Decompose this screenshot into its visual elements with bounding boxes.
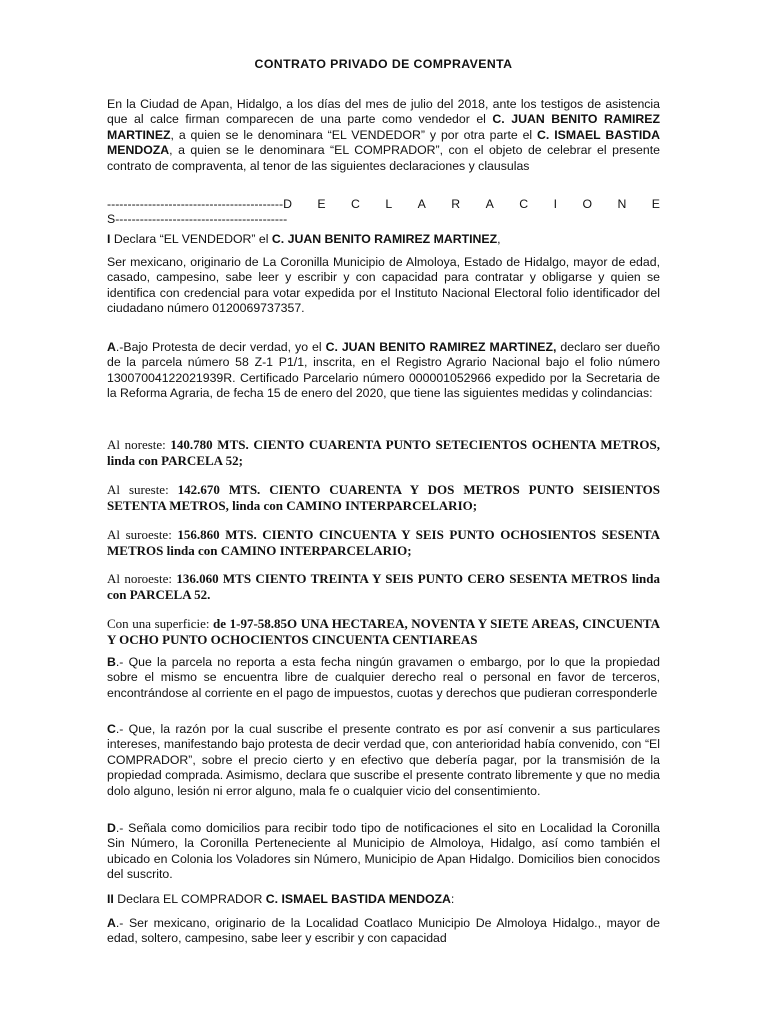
declaraciones-letter: O — [582, 197, 593, 211]
boundary-label: Con una superficie: — [107, 616, 214, 631]
boundary-value: de 1-97-58.85O UNA HECTAREA, NOVENTA Y SIETE AREAS, CINCUENTA Y OCHO PUNTO OCHOCIENTOS CINCUENTA CENTIAREAS — [107, 616, 661, 648]
declaraciones-letter: A — [485, 197, 494, 211]
boundary-label: Al sureste: — [107, 482, 178, 497]
boundary-value: 140.780 MTS. CIENTO CUARENTA PUNTO SETECIENTOS OCHENTA METROS, linda con PARCELA 52; — [107, 437, 660, 469]
declaraciones-letter: C — [519, 197, 529, 211]
intro-paragraph — [107, 97, 660, 174]
declaraciones-letter: A — [417, 197, 426, 211]
section-text: : — [450, 892, 455, 906]
intro-text-2: , a quien se le denominara “EL VENDEDOR” y por otra parte el — [170, 127, 538, 142]
boundary-value: 136.060 MTS CIENTO TREINTA Y SEIS PUNTO CERO SESENTA METROS linda con PARCELA 52. — [107, 571, 660, 603]
clause-letter: B — [107, 655, 116, 669]
page-title: CONTRATO PRIVADO DE COMPRAVENTA — [254, 57, 513, 71]
section-1-heading — [107, 232, 660, 247]
clause-text: .-Bajo Protesta de decir verdad, yo el — [115, 340, 326, 354]
declaration-d-paragraph — [107, 821, 660, 883]
section-number: I — [107, 232, 111, 246]
boundary-value: 156.860 MTS. CIENTO CINCUENTA Y SEIS PUNTO OCHOSIENTOS SESENTA METROS linda con CAMINO INTERPARCELARIO; — [107, 527, 660, 559]
boundary-label: Al suroeste: — [107, 527, 178, 542]
declaraciones-letter: C — [351, 197, 360, 211]
clause-text: declaro ser dueño de la parcela número 58 Z-1 P1/1, inscrita, en el Registro Agrario Nacional bajo el folio número 13007004122021939R. Certificado Parcelario número 000001052966 expedido por la Secretaria de la Reforma Agraria, de fecha 15 de enero del 2020, que tiene las siguientes medidas y colindancias: — [107, 340, 660, 401]
declaraciones-letter: I — [553, 197, 558, 211]
clause-text: .- Que la parcela no reporta a esta fecha ningún gravamen o embargo, por lo que la propiedad sobre el mismo se encuentra libre de cualquier derecho real o personal en favor de terceros, encontrándose al corriente en el pago de impuestos, cuotas y derechos que pudieran corresponderle — [107, 655, 660, 700]
section-text: Declara EL COMPRADOR — [113, 892, 266, 906]
boundary-label: Al noreste: — [107, 437, 171, 452]
clause-text: .- Ser mexicano, originario de la Localidad Coatlaco Municipio De Almoloya Hidalgo., mayor de edad, soltero, campesino, sabe leer y escribir y con capacidad — [107, 916, 660, 946]
seller-name: C. JUAN BENITO RAMIREZ MARTINEZ, — [325, 340, 557, 354]
buyer-name: C. ISMAEL BASTIDA MENDOZA — [265, 892, 451, 906]
intro-text-1: En la Ciudad de Apan, Hidalgo, a los días del mes de julio del 2018, ante los testigos de asistencia que al calce firman comparecen de una parte como vendedor el — [107, 97, 660, 127]
declaration-c-paragraph — [107, 722, 660, 799]
seller-name: C. JUAN BENITO RAMIREZ MARTINEZ — [107, 112, 660, 142]
boundary-label: Al noroeste: — [107, 571, 177, 586]
declaraciones-dashes: -------------------------------------------D — [107, 197, 292, 211]
declaraciones-letter: L — [385, 197, 393, 211]
boundary-noreste — [107, 437, 660, 469]
buyer-declaration-a-paragraph — [107, 916, 660, 947]
clause-letter: A — [107, 916, 116, 930]
section-text: Declara “EL VENDEDOR” el — [110, 232, 272, 246]
declaraciones-line-2: S------------------------------------------ — [107, 212, 288, 227]
seller-name: C. JUAN BENITO RAMIREZ MARTINEZ — [271, 232, 498, 246]
boundary-noroeste — [107, 571, 660, 603]
declaraciones-heading — [107, 197, 660, 228]
buyer-name: C. ISMAEL BASTIDA MENDOZA — [107, 127, 660, 158]
declaration-b-paragraph — [107, 655, 660, 701]
intro-text-3: , a quien se le denominara “EL COMPRADOR”, con el objeto de celebrar el presente contrato de compraventa, al tenor de las siguientes declaraciones y clausulas — [107, 143, 660, 173]
seller-identity-paragraph: Ser mexicano, originario de La Coronilla Municipio de Almoloya, Estado de Hidalgo, mayor de edad, casado, campesino, sabe leer y escribir y con capacidad para contratar y obligarse y quien se identifica con credencial para votar expedida por el Instituto Nacional Electoral folio identificador del ciudadano número 0120069737357. — [107, 255, 660, 316]
declaraciones-letter: E — [651, 197, 660, 211]
boundary-suroeste — [107, 527, 660, 559]
declaration-a-paragraph — [107, 340, 660, 402]
surface-area — [107, 616, 660, 648]
boundary-sureste — [107, 482, 660, 514]
declaraciones-letter: R — [451, 197, 461, 211]
clause-letter: C — [107, 722, 116, 736]
declaraciones-letter: E — [317, 197, 326, 211]
clause-text: .- Señala como domicilios para recibir todo tipo de notificaciones el sito en Localidad la Coronilla Sin Número, la Coronilla Perteneciente al Municipio de Almoloya, Hidalgo, así como también el ubicado en Colonia los Voladores sin Número, Municipio de Apan Hidalgo. Domicilios bien conocidos del suscrito. — [107, 821, 660, 882]
section-number: II — [107, 892, 114, 906]
clause-letter: A — [107, 340, 116, 354]
clause-text: .- Que, la razón por la cual suscribe el presente contrato es por así convenir a sus particulares intereses, manifestando bajo protesta de decir verdad que, con anterioridad había convenido, con “El COMPRADOR”, sobre el precio cierto y en efectivo que debería pagar, por la transmisión de la propiedad comprada. Asimismo, declara que suscribe el presente contrato libremente y que no media dolo alguno, lesión ni error alguno, mala fe o cualquier vicio del consentimiento. — [107, 722, 660, 798]
clause-letter: D — [107, 821, 116, 835]
section-text: , — [497, 232, 501, 246]
boundary-value: 142.670 MTS. CIENTO CUARENTA Y DOS METROS PUNTO SEISIENTOS SETENTA METROS, linda con CAMINO INTERPARCELARIO; — [107, 482, 660, 514]
declaraciones-letter: N — [617, 197, 627, 211]
declaraciones-line-1 — [107, 197, 660, 212]
section-2-heading — [107, 892, 660, 907]
